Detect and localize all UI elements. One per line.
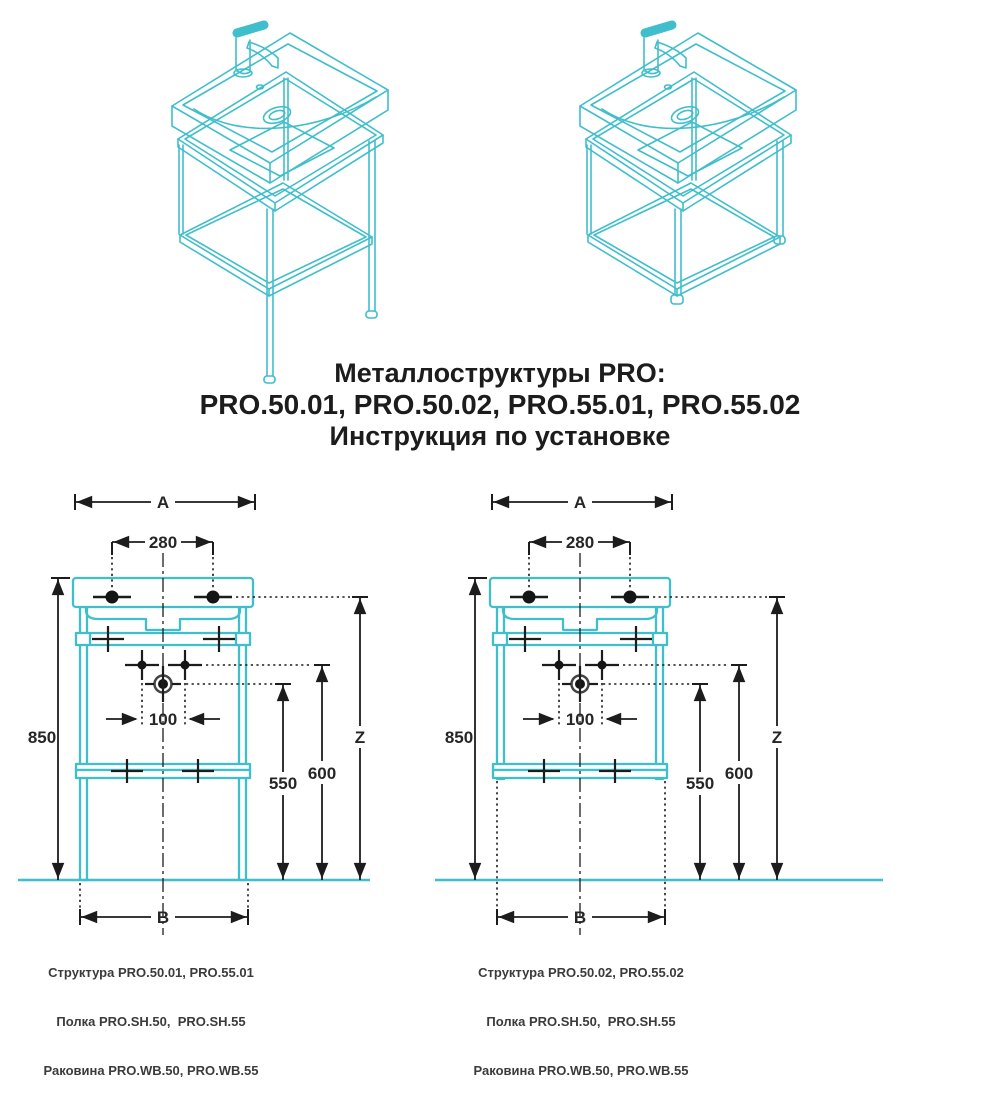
dimensions	[468, 494, 785, 935]
page-title-line2: PRO.50.01, PRO.50.02, PRO.55.01, PRO.55.02	[199, 389, 801, 420]
iso-faucet	[234, 25, 278, 77]
dim-a-label: A	[573, 493, 587, 512]
iso-right-leg	[774, 141, 785, 244]
page-title-line3: Инструкция по установке	[329, 421, 671, 451]
iso-back-legs	[179, 78, 288, 234]
dimension-texts	[445, 493, 782, 927]
iso-drawing-floor-model	[150, 8, 430, 388]
caption-wall-model	[430, 933, 732, 1111]
dim-280-label: 280	[565, 533, 595, 552]
drain-point	[562, 666, 598, 702]
dimension-b	[497, 781, 665, 925]
dim-a-label: A	[156, 493, 170, 512]
title-block	[0, 358, 1000, 452]
caption-line: Полка PRO.SH.50, PRO.SH.55	[56, 1014, 246, 1030]
iso-shelf	[180, 183, 372, 296]
iso-faucet	[642, 25, 686, 77]
iso-back-legs	[587, 78, 696, 234]
dim-b-label: B	[156, 908, 170, 927]
dim-550-label: 550	[685, 774, 715, 793]
dimension-drawing-floor-model	[18, 487, 423, 947]
caption-line: Полка PRO.SH.50, PRO.SH.55	[486, 1014, 676, 1030]
iso-right-leg	[366, 141, 377, 318]
dim-600-label: 600	[724, 764, 754, 783]
caption-line: Структура PRO.50.01, PRO.55.01	[48, 965, 254, 981]
page-title-line1: Металлоструктуры PRO:	[334, 358, 666, 388]
iso-drawing-wall-model	[558, 8, 843, 343]
leg-left	[80, 607, 87, 880]
caption-line: Раковина PRO.WB.50, PRO.WB.55	[43, 1062, 259, 1078]
dim-600-label: 600	[307, 764, 337, 783]
dim-z-label: Z	[354, 728, 366, 747]
dim-100-label: 100	[565, 710, 595, 729]
dim-850-label: 850	[27, 728, 57, 747]
dim-100-label: 100	[148, 710, 178, 729]
caption-line: Структура PRO.50.02, PRO.55.02	[478, 965, 684, 981]
dimensions	[51, 494, 368, 935]
dim-550-label: 550	[268, 774, 298, 793]
structure-front-view	[435, 578, 883, 880]
iso-shelf	[588, 183, 780, 296]
dim-280-label: 280	[148, 533, 178, 552]
dimension-texts	[28, 493, 365, 927]
drain-point	[145, 666, 181, 702]
dim-z-label: Z	[771, 728, 783, 747]
dim-b-label: B	[573, 908, 587, 927]
caption-line: Раковина PRO.WB.50, PRO.WB.55	[473, 1062, 689, 1078]
leg-right	[239, 607, 246, 880]
structure-front-view	[18, 578, 370, 880]
caption-floor-model	[0, 933, 302, 1111]
dim-850-label: 850	[444, 728, 474, 747]
dimension-drawing-wall-model	[435, 487, 885, 947]
